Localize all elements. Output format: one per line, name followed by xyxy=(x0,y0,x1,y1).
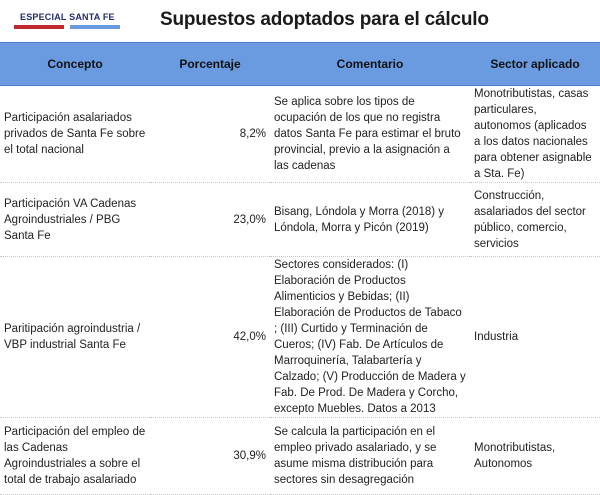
page-title: Supuestos adoptados para el cálculo xyxy=(160,9,489,30)
cell-sector: Monotributistas, casas particulares, autonomos (aplicados a los datos nacionales para obtener asignable a Sta. Fe) xyxy=(470,86,600,183)
cell-concepto: Participación del empleo de las Cadenas Agroindustriales a sobre el total de trabajo asalariado xyxy=(0,418,150,495)
header-concepto: Concepto xyxy=(0,43,150,86)
cell-sector: Industria xyxy=(470,257,600,418)
table-header-row xyxy=(0,43,600,86)
cell-sector: Monotributistas, Autonomos xyxy=(470,418,600,495)
cell-porcentaje: 8,2% xyxy=(150,86,270,183)
header-comentario: Comentario xyxy=(270,43,470,86)
cell-concepto: Participación asalariados privados de Santa Fe sobre el total nacional xyxy=(0,86,150,183)
cell-concepto: Paritipación agroindustria / VBP industrial Santa Fe xyxy=(0,257,150,418)
brand-badge xyxy=(14,10,154,28)
table-row xyxy=(0,183,600,257)
brand-stripes xyxy=(14,25,154,29)
cell-sector: Construcción, asalariados del sector público, comercio, servicios xyxy=(470,183,600,257)
cell-comentario: Se aplica sobre los tipos de ocupación de los que no registra datos Santa Fe para estimar el bruto provincial, previo a la asignación a las cadenas xyxy=(270,86,470,183)
header-porcentaje: Porcentaje xyxy=(150,43,270,86)
assumptions-table xyxy=(0,42,600,495)
table-row xyxy=(0,257,600,418)
header-sector: Sector aplicado xyxy=(470,43,600,86)
cell-porcentaje: 30,9% xyxy=(150,418,270,495)
brand-label: ESPECIAL SANTA FE xyxy=(20,12,115,22)
table-row xyxy=(0,418,600,495)
cell-comentario: Sectores considerados: (I) Elaboración de Productos Alimenticios y Bebidas; (II) Elaboración de Productos de Tabaco ; (III) Curtido y Terminación de Cueros; (IV) Fab. De Artículos de Marroquinería, Talabartería y Calzado; (V) Producción de Madera y Fab. De Prod. De Madera y Corcho, excepto Muebles. Datos a 2013 xyxy=(270,257,470,418)
cell-comentario: Se calcula la participación en el empleo privado asalariado, y se asume misma distribución para sectores sin desagregación xyxy=(270,418,470,495)
cell-comentario: Bisang, Lóndola y Morra (2018) y Lóndola, Morra y Picón (2019) xyxy=(270,183,470,257)
cell-porcentaje: 42,0% xyxy=(150,257,270,418)
cell-porcentaje: 23,0% xyxy=(150,183,270,257)
table-row xyxy=(0,86,600,183)
cell-concepto: Participación VA Cadenas Agroindustriales / PBG Santa Fe xyxy=(0,183,150,257)
